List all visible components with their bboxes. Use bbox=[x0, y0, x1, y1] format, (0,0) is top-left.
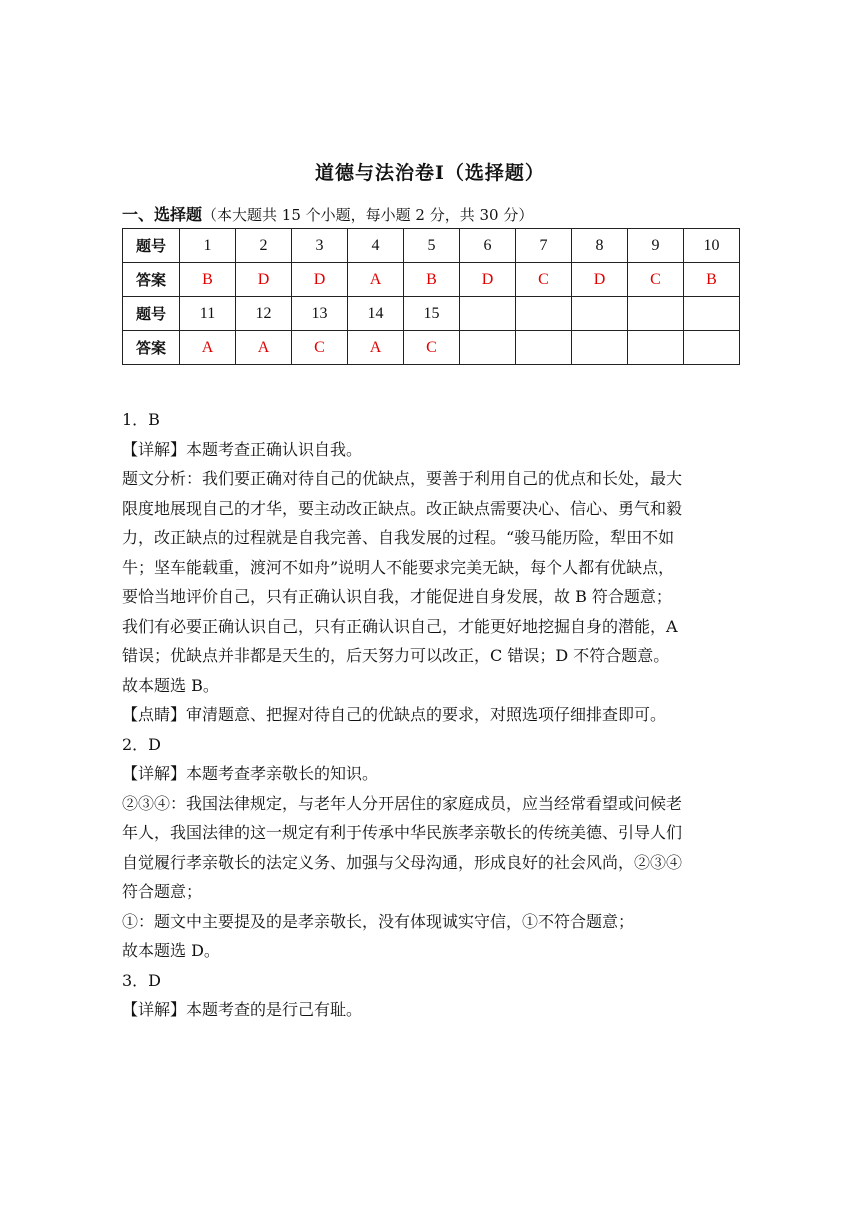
answer-cell bbox=[628, 331, 684, 365]
text-line: ②③④：我国法律规定，与老年人分开居住的家庭成员，应当经常看望或问候老 bbox=[122, 793, 683, 813]
question-number: 1 bbox=[180, 229, 236, 263]
text-line: ①：题文中主要提及的是孝亲敬长，没有体现诚实守信，①不符合题意； bbox=[122, 911, 635, 931]
question-number: 11 bbox=[180, 297, 236, 331]
question-number: 10 bbox=[684, 229, 740, 263]
question-number: 8 bbox=[572, 229, 628, 263]
question-number: 15 bbox=[404, 297, 460, 331]
answer-cell: D bbox=[572, 263, 628, 297]
text-line: 错误；优缺点并非都是天生的，后天努力可以改正，C 错误；D 不符合题意。 bbox=[122, 646, 670, 665]
answer-cell: A bbox=[236, 331, 292, 365]
question-number bbox=[460, 297, 516, 331]
table-row bbox=[123, 331, 740, 365]
answer-cell: A bbox=[348, 263, 404, 297]
question-number: 2 bbox=[236, 229, 292, 263]
answer-number: 2．D bbox=[122, 734, 162, 754]
question-number: 9 bbox=[628, 229, 684, 263]
question-number: 12 bbox=[236, 297, 292, 331]
section-heading bbox=[122, 202, 533, 225]
text-line: 年人，我国法律的这一规定有利于传承中华民族孝亲敬长的传统美德、引导人们 bbox=[122, 823, 683, 842]
answer-cell: B bbox=[684, 263, 740, 297]
text-line: 力，改正缺点的过程就是自我完善、自我发展的过程。“骏马能历险，犁田不如 bbox=[122, 528, 675, 547]
text-line: 题文分析：我们要正确对待自己的优缺点，要善于利用自己的优点和长处，最大 bbox=[122, 469, 683, 488]
answer-cell: B bbox=[404, 263, 460, 297]
text-line: 我们有必要正确认识自己，只有正确认识自己，才能更好地挖掘自身的潜能，A bbox=[122, 616, 678, 636]
question-number: 4 bbox=[348, 229, 404, 263]
answer-cell: D bbox=[236, 263, 292, 297]
answer-cell bbox=[516, 331, 572, 365]
section-note: （本大题共 15 个小题，每小题 2 分，共 30 分） bbox=[202, 206, 534, 224]
row-header: 答案 bbox=[123, 331, 180, 365]
tip-line: 【点睛】审清题意、把握对待自己的优缺点的要求，对照选项仔细排查即可。 bbox=[122, 705, 667, 724]
question-number: 5 bbox=[404, 229, 460, 263]
answer-cell: C bbox=[628, 263, 684, 297]
page-title: 道德与法治卷Ⅰ（选择题） bbox=[315, 162, 545, 184]
answer-cell: D bbox=[460, 263, 516, 297]
explanation-body bbox=[122, 405, 741, 1025]
question-number bbox=[628, 297, 684, 331]
question-number bbox=[684, 297, 740, 331]
text-line: 自觉履行孝亲敬长的法定义务、加强与父母沟通，形成良好的社会风尚，②③④ bbox=[122, 852, 683, 872]
row-header: 答案 bbox=[123, 263, 180, 297]
answer-cell: B bbox=[180, 263, 236, 297]
text-line: 故本题选 B。 bbox=[122, 675, 219, 695]
section-label: 一、选择题 bbox=[122, 205, 203, 224]
answer-cell: C bbox=[516, 263, 572, 297]
table-row bbox=[123, 229, 740, 263]
answer-number: 3．D bbox=[122, 970, 162, 990]
answer-number: 1．B bbox=[122, 410, 160, 429]
question-number: 3 bbox=[292, 229, 348, 263]
row-header: 题号 bbox=[123, 297, 180, 331]
detail-line: 【详解】本题考查的是行己有耻。 bbox=[122, 1000, 363, 1019]
table-row bbox=[123, 263, 740, 297]
answer-cell: C bbox=[404, 331, 460, 365]
question-number bbox=[572, 297, 628, 331]
row-header: 题号 bbox=[123, 229, 180, 263]
question-number: 6 bbox=[460, 229, 516, 263]
text-line: 符合题意； bbox=[122, 882, 203, 901]
question-number: 7 bbox=[516, 229, 572, 263]
question-number: 13 bbox=[292, 297, 348, 331]
answer-table bbox=[122, 228, 740, 365]
answer-cell: A bbox=[180, 331, 236, 365]
question-number: 14 bbox=[348, 297, 404, 331]
table-row bbox=[123, 297, 740, 331]
text-line: 限度地展现自己的才华，要主动改正缺点。改正缺点需要决心、信心、勇气和毅 bbox=[122, 498, 683, 518]
answer-cell bbox=[572, 331, 628, 365]
answer-cell: A bbox=[348, 331, 404, 365]
detail-line: 【详解】本题考查正确认识自我。 bbox=[122, 439, 363, 459]
question-number bbox=[516, 297, 572, 331]
detail-line: 【详解】本题考查孝亲敬长的知识。 bbox=[122, 764, 379, 783]
text-line: 要恰当地评价自己，只有正确认识自我，才能促进自身发展，故 B 符合题意； bbox=[122, 587, 672, 606]
answer-cell: D bbox=[292, 263, 348, 297]
answer-cell: C bbox=[292, 331, 348, 365]
text-line: 故本题选 D。 bbox=[122, 941, 220, 960]
text-line: 牛；坚车能载重，渡河不如舟”说明人不能要求完美无缺，每个人都有优缺点， bbox=[122, 557, 675, 577]
answer-cell bbox=[684, 331, 740, 365]
answer-cell bbox=[460, 331, 516, 365]
